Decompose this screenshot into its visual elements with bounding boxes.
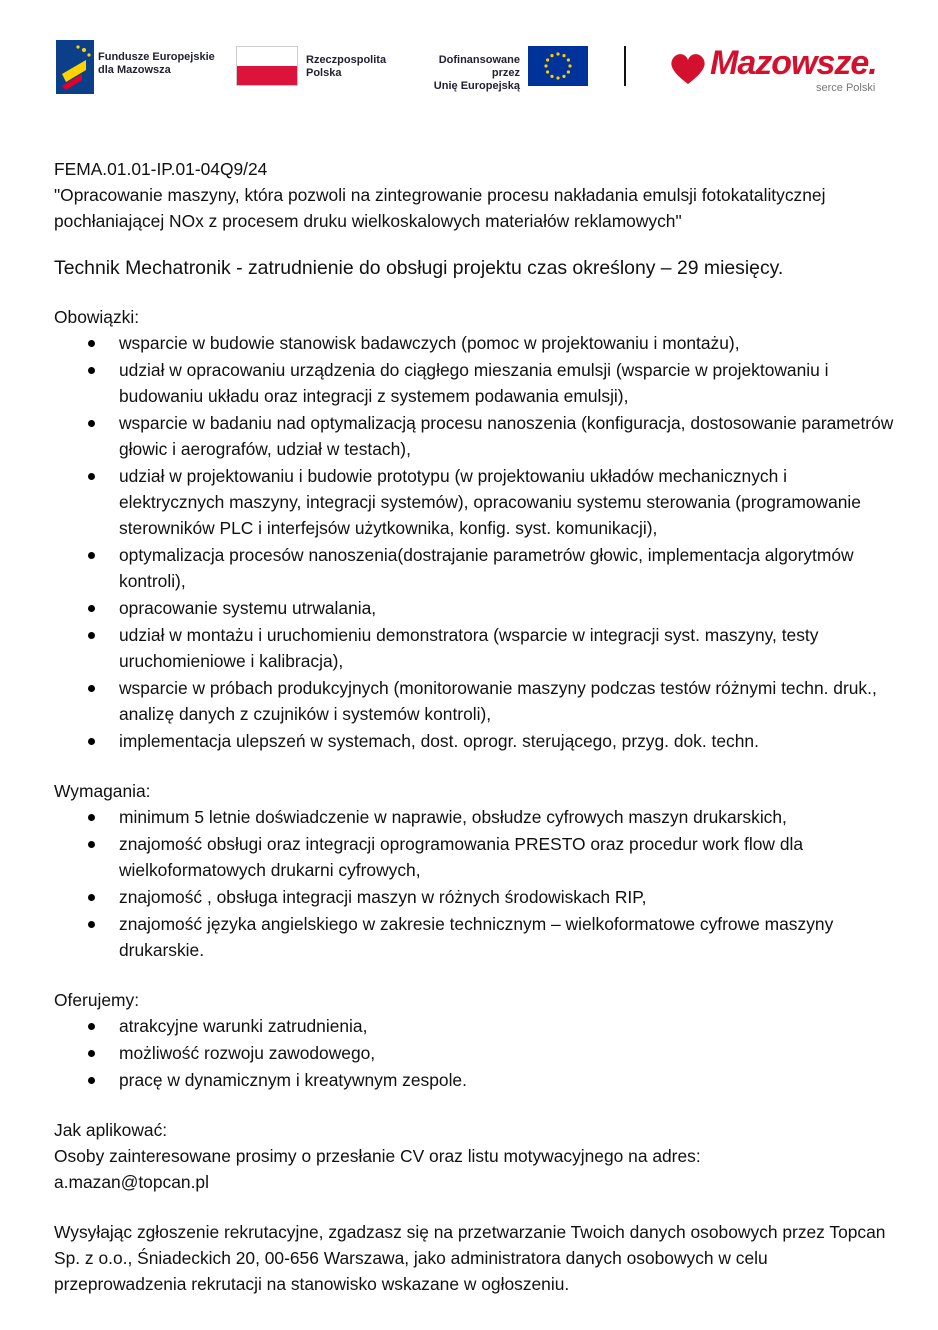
polish-flag-icon: [236, 46, 298, 86]
mazowsze-brand: Mazowsze.: [710, 44, 877, 82]
bullet-icon: [88, 340, 95, 347]
duty-text: udział w projektowaniu i budowie prototypu (w projektowaniu układów mechanicznych i elektrycznych maszyny, integracji systemów), opracowaniu systemu sterowania (programowanie sterowników PLC i interfejsów użytkownika, konfig. syst. komunikacji),: [119, 466, 861, 538]
rp-text-line-2: Polska: [306, 67, 342, 79]
bullet-icon: [88, 632, 95, 639]
apply-email[interactable]: a.mazan@topcan.pl: [54, 1172, 209, 1192]
bullet-icon: [88, 367, 95, 374]
requirement-text: znajomość obsługi oraz integracji oprogramowania PRESTO oraz procedur work flow dla wielkoformatowych drukarni cyfrowych,: [119, 834, 804, 880]
project-code: FEMA.01.01-IP.01-04Q9/24: [54, 159, 268, 179]
duty-text: opracowanie systemu utrwalania,: [119, 598, 377, 618]
eu-funding-logo: [408, 46, 598, 90]
duty-text: implementacja ulepszeń w systemach, dost. oprogr. sterującego, przyg. dok. techn.: [119, 731, 759, 751]
duty-text: udział w opracowaniu urządzenia do ciągłego mieszania emulsji (wsparcie w projektowaniu i budowaniu układu oraz integracji z systemem podawania emulsji),: [119, 360, 829, 406]
eu-flag-icon: [528, 46, 588, 86]
apply-heading: Jak aplikować:: [54, 1120, 168, 1140]
list-item: [54, 804, 894, 830]
fundusze-europejskie-logo: [56, 40, 216, 94]
logo-strip: [56, 32, 888, 102]
requirement-text: znajomość , obsługa integracji maszyn w różnych środowiskach RIP,: [119, 887, 647, 907]
bullet-icon: [88, 841, 95, 848]
apply-text: Osoby zainteresowane prosimy o przesłanie CV oraz listu motywacyjnego na adres:: [54, 1146, 701, 1166]
ue-text-line-2: Unię Europejską: [433, 80, 520, 92]
bullet-icon: [88, 738, 95, 745]
bullet-icon: [88, 605, 95, 612]
offer-list: [54, 1013, 894, 1093]
bullet-icon: [88, 1023, 95, 1030]
bullet-icon: [88, 420, 95, 427]
list-item: [54, 330, 894, 356]
list-item: [54, 595, 894, 621]
project-title: "Opracowanie maszyny, która pozwoli na zintegrowanie procesu nakładania emulsji fotokatalitycznej pochłaniającej NOx z procesem druku wielkoskalowych materiałów reklamowych": [54, 185, 826, 231]
bullet-icon: [88, 814, 95, 821]
list-item: [54, 884, 894, 910]
bullet-icon: [88, 685, 95, 692]
list-item: [54, 1040, 894, 1066]
list-item: [54, 911, 894, 963]
list-item: [54, 1013, 894, 1039]
duty-text: udział w montażu i uruchomieniu demonstratora (wsparcie w integracji syst. maszyny, testy uruchomieniowe i kalibracja),: [119, 625, 819, 671]
requirements-heading: Wymagania:: [54, 781, 151, 801]
duty-text: wsparcie w próbach produkcyjnych (monitorowanie maszyny podczas testów różnymi techn. druk., analizę danych z czujników i systemów kontroli),: [119, 678, 877, 724]
list-item: [54, 1067, 894, 1093]
list-item: [54, 831, 894, 883]
list-item: [54, 542, 894, 594]
rp-text-line-1: Rzeczpospolita: [306, 54, 387, 66]
offer-text: pracę w dynamicznym i kreatywnym zespole.: [119, 1070, 467, 1090]
consent-clause: Wysyłając zgłoszenie rekrutacyjne, zgadzasz się na przetwarzanie Twoich danych osobowych przez Topcan Sp. z o.o., Śniadeckich 20, 00-656 Warszawa, jako administratora danych osobowych w celu przeprowadzenia rekrutacji na stanowisko wskazane w ogłoszeniu.: [54, 1222, 886, 1294]
list-item: [54, 357, 894, 409]
bullet-icon: [88, 921, 95, 928]
logo-divider: [624, 46, 626, 86]
bullet-icon: [88, 1050, 95, 1057]
duty-text: wsparcie w badaniu nad optymalizacją procesu nanoszenia (konfiguracja, dostosowanie parametrów głowic i aerografów, udział w testach),: [119, 413, 894, 459]
duties-list: [54, 330, 894, 754]
position-title: Technik Mechatronik - zatrudnienie do obsługi projektu czas określony – 29 miesięcy.: [54, 257, 784, 279]
list-item: [54, 675, 894, 727]
requirement-text: znajomość języka angielskiego w zakresie technicznym – wielkoformatowe cyfrowe maszyny drukarskie.: [119, 914, 834, 960]
fe-emblem-icon: [56, 40, 94, 94]
bullet-icon: [88, 1077, 95, 1084]
list-item: [54, 463, 894, 541]
mazowsze-tagline: serce Polski: [816, 82, 876, 94]
duty-text: optymalizacja procesów nanoszenia(dostrajanie parametrów głowic, implementacja algorytmów kontroli),: [119, 545, 854, 591]
offer-text: możliwość rozwoju zawodowego,: [119, 1043, 376, 1063]
list-item: [54, 622, 894, 674]
list-item: [54, 728, 894, 754]
requirement-text: minimum 5 letnie doświadczenie w naprawie, obsłudze cyfrowych maszyn drukarskich,: [119, 807, 787, 827]
offer-text: atrakcyjne warunki zatrudnienia,: [119, 1016, 368, 1036]
ue-text-line-1: Dofinansowane przez: [438, 54, 520, 79]
fe-text-line-1: Fundusze Europejskie: [98, 51, 215, 63]
duty-text: wsparcie w budowie stanowisk badawczych (pomoc w projektowaniu i montażu),: [119, 333, 740, 353]
apply-section: [54, 1117, 894, 1195]
list-item: [54, 410, 894, 462]
requirements-list: [54, 804, 894, 963]
rzeczpospolita-polska-logo: [236, 46, 386, 90]
duties-heading: Obowiązki:: [54, 307, 140, 327]
bullet-icon: [88, 473, 95, 480]
bullet-icon: [88, 894, 95, 901]
offer-heading: Oferujemy:: [54, 990, 140, 1010]
heart-icon: [668, 52, 708, 86]
fe-text-line-2: dla Mazowsza: [98, 64, 171, 76]
document-body: [54, 156, 894, 1297]
mazowsze-logo: [668, 42, 888, 102]
bullet-icon: [88, 552, 95, 559]
